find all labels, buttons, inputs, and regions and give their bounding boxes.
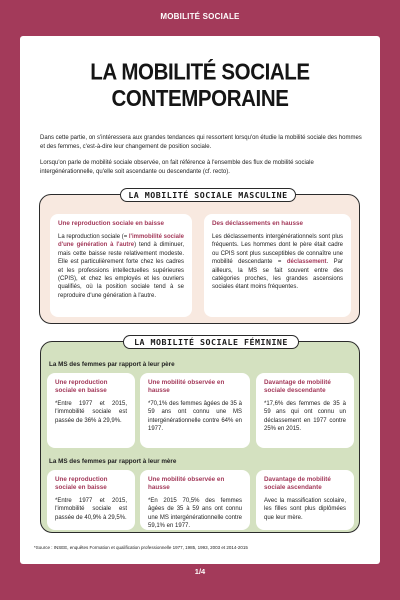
card-title: Davantage de mobilité sociale ascendante	[264, 476, 331, 491]
page-number: 1/4	[194, 567, 206, 576]
mother-card-ascendante	[256, 470, 354, 530]
female-section-heading: LA MOBILITÉ SOCIALE FÉMININE	[123, 335, 299, 349]
card-text: Avec la massification scolaire, les filles sont plus diplômées que leur mère.	[264, 498, 346, 521]
card-text: *17,6% des femmes de 35 à 59 ans qui ont connu un déclassement en 1977 contre 25% en 2015.	[264, 401, 346, 433]
mother-card-mobility	[140, 470, 250, 530]
card-title: Davantage de mobilité sociale descendante	[264, 379, 331, 394]
father-card-descendante	[256, 373, 354, 448]
source-note: *Source : INSEE, enquêtes Formation et qualification professionnelle 1977, 1985, 1993, 2003 et 2014-2015	[34, 545, 248, 550]
card-title: Une mobilité observée en hausse	[148, 476, 225, 491]
category-label: MOBILITÉ SOCIALE	[160, 12, 240, 21]
male-mobility-section	[39, 190, 360, 324]
page-sheet	[20, 36, 380, 564]
mother-subheading: La MS des femmes par rapport à leur mère	[49, 458, 177, 465]
card-title: Une reproduction sociale en baisse	[58, 220, 165, 227]
card-title: Une reproduction sociale en baisse	[55, 379, 108, 394]
intro-paragraph-1: Dans cette partie, on s'intéressera aux grandes tendances qui ressortent lorsqu'on étudie la mobilité sociale des hommes et des femmes, c'est-à-dire leur changement de position sociale.	[40, 135, 362, 150]
card-text: *70,1% des femmes âgées de 35 à 59 ans ont connu une MS intergénérationnelle contre 64% en 1977.	[148, 401, 242, 433]
father-card-reproduction	[47, 373, 135, 448]
male-card-reproduction	[50, 214, 192, 317]
card-text: *En 2015 70,5% des femmes âgées de 35 à 59 ans ont connu une MS intergénérationnelle contre 59,1% en 1977.	[148, 498, 242, 530]
card-title: Une reproduction sociale en baisse	[55, 476, 108, 491]
page-title: LA MOBILITÉ SOCIALE CONTEMPORAINE	[90, 59, 310, 112]
male-card-declassement	[204, 214, 351, 317]
card-text: Les déclassements intergénérationnels sont plus fréquents. Les hommes dont le père était cadre ou CPIS sont plus susceptibles de connaître une mobilité descendante = déclassement. Par ailleurs, la MS se fait souvent entre des catégories proches, les grandes ascensions sociales étant moins fréquentes.	[212, 234, 344, 291]
mother-card-reproduction	[47, 470, 135, 530]
father-card-mobility	[140, 373, 250, 448]
card-title: Une mobilité observée en hausse	[148, 379, 225, 394]
female-mobility-section	[40, 337, 360, 533]
card-title: Des déclassements en hausse	[212, 220, 304, 227]
card-text: *Entre 1977 et 2015, l'immobilité sociale est passée de 40,9% à 29,5%.	[55, 498, 127, 521]
father-subheading: La MS des femmes par rapport à leur père	[49, 361, 175, 368]
card-text: *Entre 1977 et 2015, l'immobilité sociale est passée de 36% à 29,9%.	[55, 401, 127, 424]
intro-paragraph-2: Lorsqu'on parle de mobilité sociale observée, on fait référence à l'ensemble des flux de mobilité sociale intergénérationnelle, qu'elle soit ascendante ou descendante (cf. recto).	[40, 160, 314, 175]
male-section-heading: LA MOBILITÉ SOCIALE MASCULINE	[120, 188, 296, 202]
card-text: La reproduction sociale (= l'immobilité sociale d'une génération à l'autre) tend à diminuer, mais cette baisse reste relativement modeste. Elle est particulièrement forte chez les cadres et les professions intellectuelles supérieures (CPIS), et chez les employés et les ouvriers qualifiés, où la position sociale tend à se reproduire d'une génération à l'autre.	[58, 234, 185, 299]
